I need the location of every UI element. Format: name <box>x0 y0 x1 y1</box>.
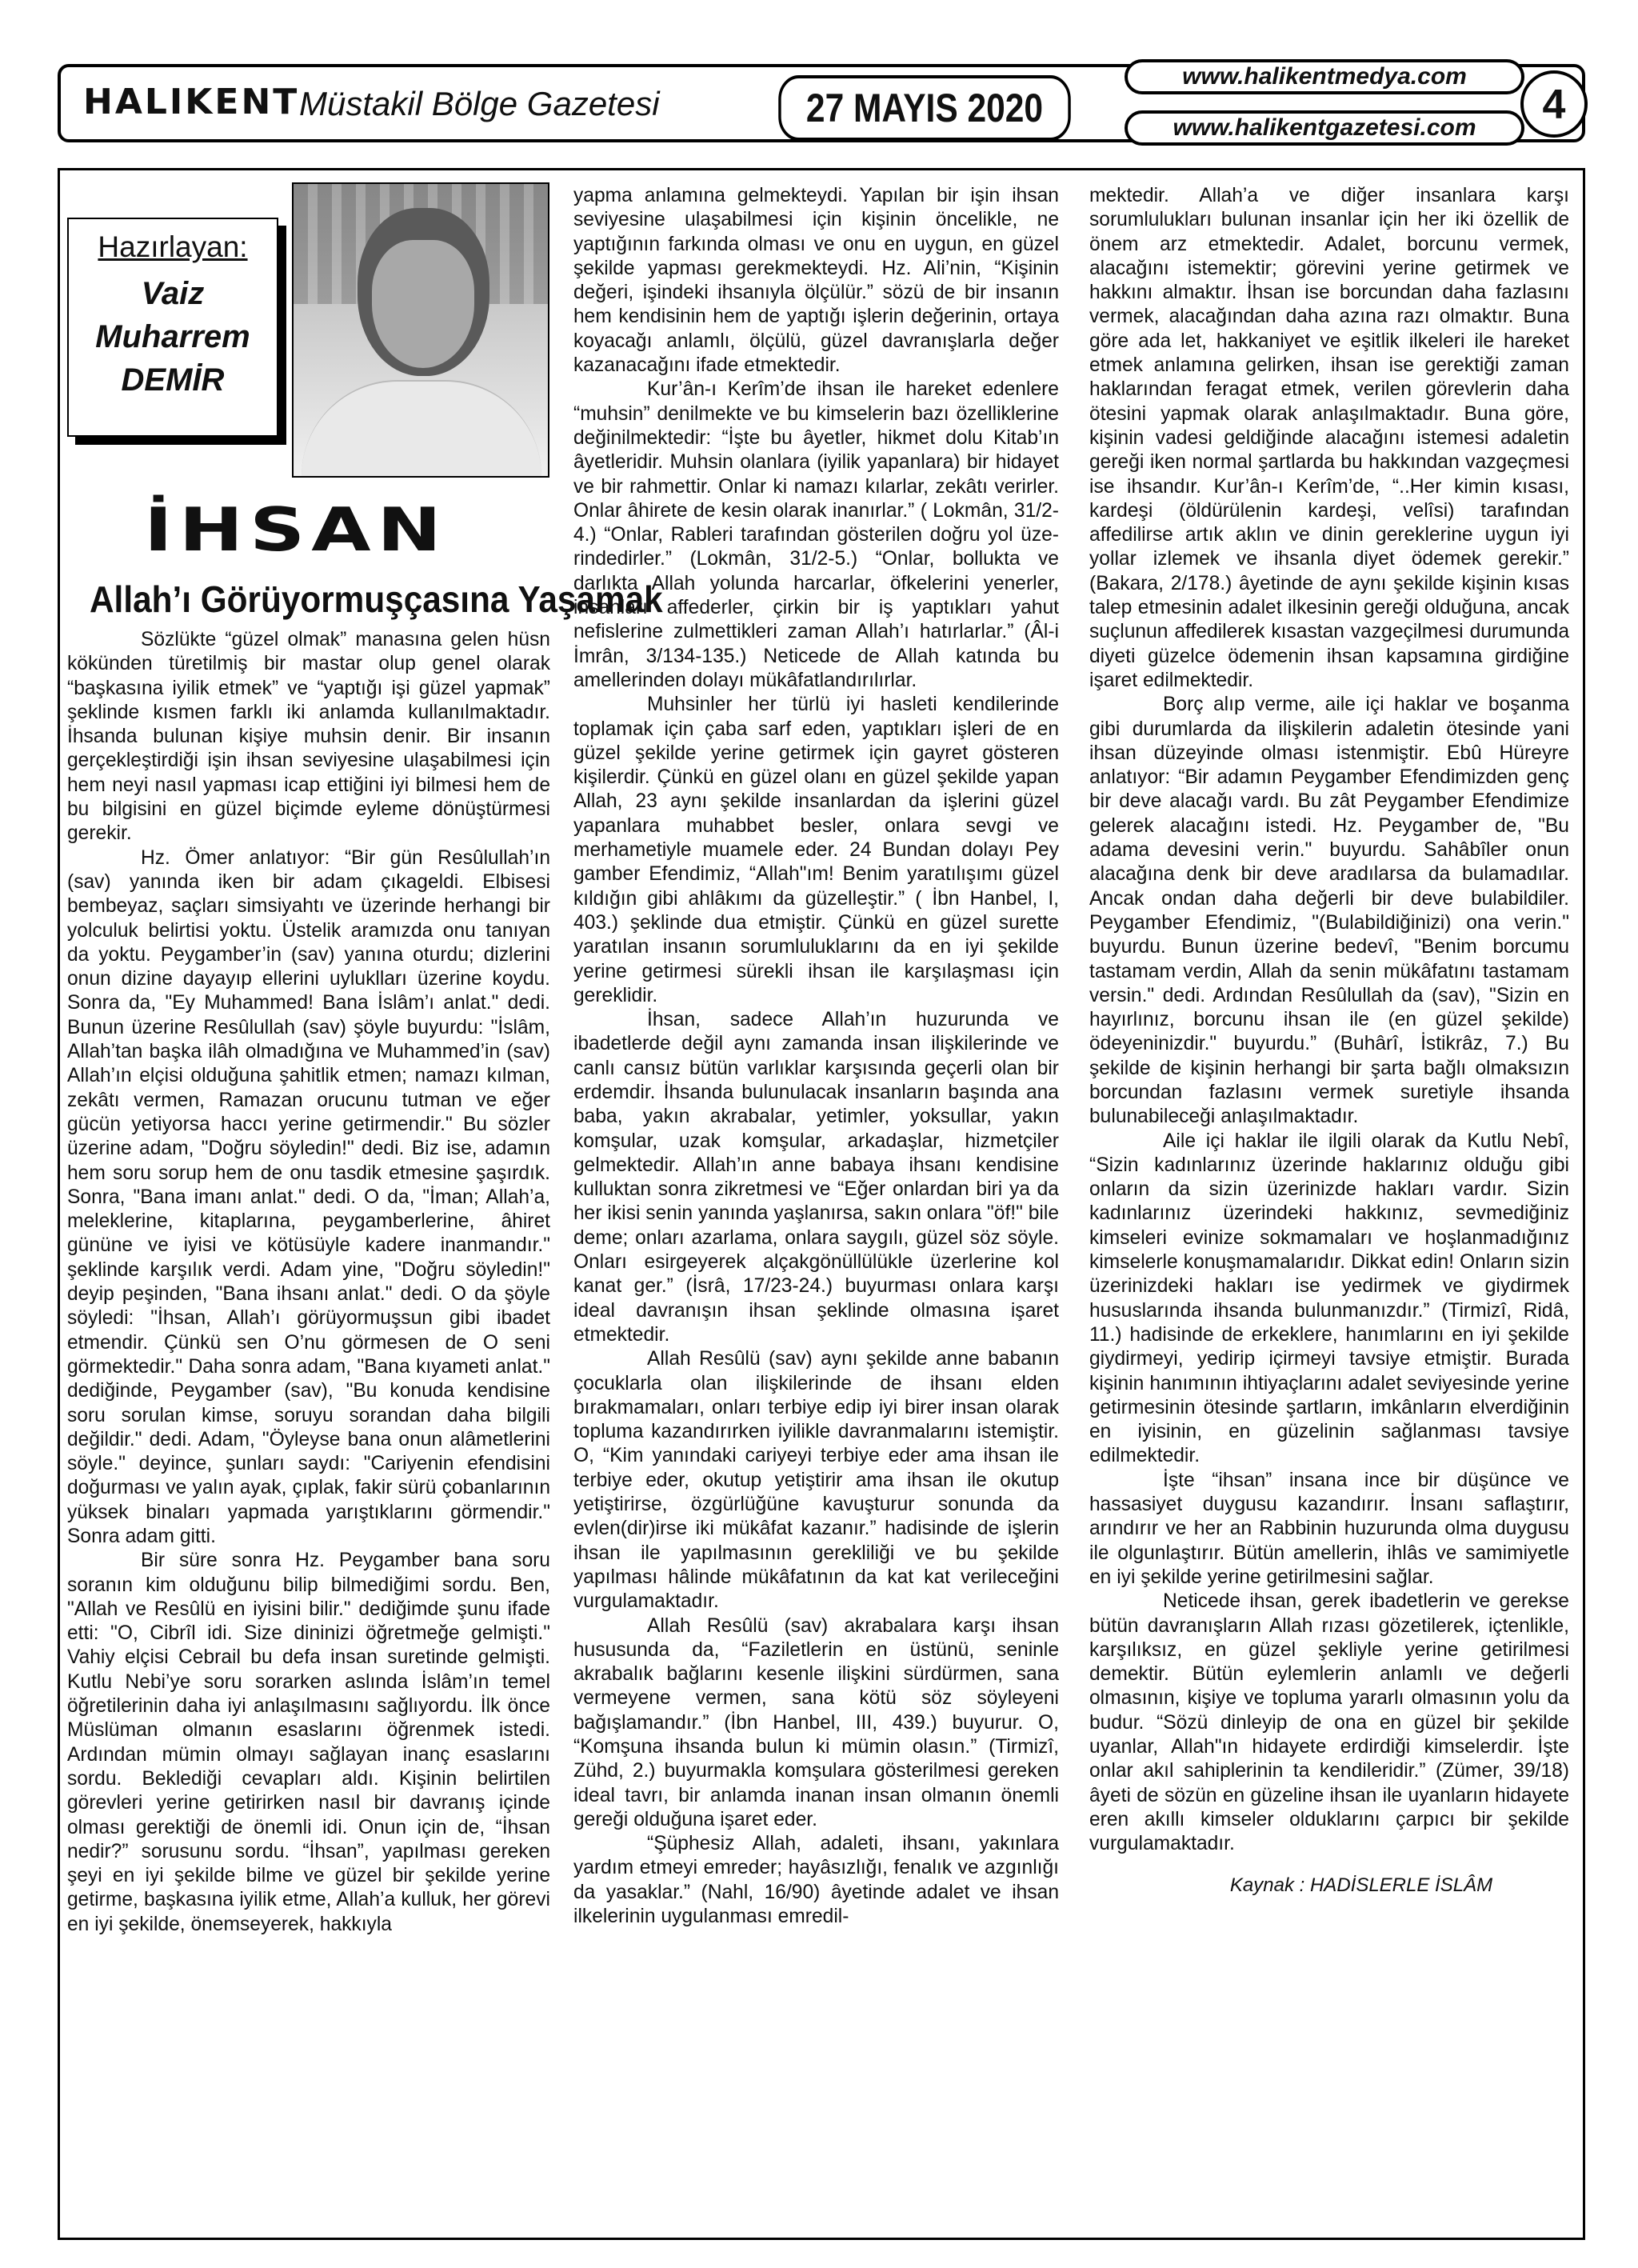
article-column-1 <box>67 628 550 1937</box>
paragraph: İhsan, sadece Allah’ın huzurunda ve ibadetlerde değil aynı zamanda insan ilişkilerinde ve canlı cansız bütün varlıklar karşısında geçerli olan bir erdemdir. İhsanda bulunulacak insanların başında ana baba, yakın akrabalar, yetimler, yoksullar, yakın komşular, uzak komşular, arkadaşlar, hizmetçiler gelmektedir. Allah’ın anne babaya ihsanı kendisine kulluktan sonra zikretmesi ve “Eğer onlardan biri ya da her ikisi senin yanında yaşlanırsa, sakın onlara "öf!" bile deme; onları azarlama, onlara saygılı, güzel söz söyle. Onları esirgeyerek alçakgönüllülükle üzerlerine kol kanat ger.” (İsrâ, 17/23-24.) buyurması onlara karşı ideal davranışın ihsan şeklinde olmasına işaret etmektedir. <box>573 1009 1059 1346</box>
paragraph: Borç alıp verme, aile içi haklar ve boşanma gibi durumlarda da ilişkilerin adaletin ötesinde yani ihsan düzeyinde olması istenmiştir. Ebû Hüreyre anlatıyor: “Bir adamın Peygamber Efendimizden genç bir deve alacağı vardı. Bu zât Peygamber Efendimize gelerek alacağını istedi. Hz. Peygamber de, "Bu adama devesini verin." buyurdu. Sahâbîler onun alacağına denk bir deve aradılarsa da bulamadılar. Ancak ondan daha değerli bir deve bulabildiler. Peygamber Efendimiz, "(Bulabildiğinizi) ona verin." buyurdu. Bunun üzerine bedevî, "Benim borcumu tastamam verdin, Allah da senin mükâfatını tastamam versin." dedi. Ardından Resûlullah da (sav), "Sizin en hayırlınız, borcunu ihsan ile (en güzel şekilde) ödeyeninizdir." buyurdu.” (Buhârî, İstikrâz, 7.) Bu şekilde de kişinin herhangi bir şarta bağlı olmaksızın borcundan fazlasını vermek suretiyle ihsanda bulunabileceği anlaşılmaktadır. <box>1089 694 1569 1128</box>
paragraph: Allah Resûlü (sav) aynı şekilde anne babanın çocuklarla olan ilişkilerinde de ihsanı elden bırakmamaları, onları terbiye edip iyi birer insan olarak topluma kazandırırken iyilikle davranmalarını istemiştir. O, “Kim yanındaki cariyeyi terbiye eder ama ihsan ile terbiye eder, okutup yetiştirir ama ihsan ile okutup yetiştirirse, özgürlüğüne kavuşturur sonunda da evlen(dir)irse iki mükâfat kazanır.” hadisinde de işlerin ihsan ile yapılmasının gerekliliği ve bu şekilde yapılması hâlinde mükâfatının da kat kat verileceğini vurgulamaktadır. <box>573 1348 1059 1613</box>
newspaper-subtitle: Müstakil Bölge Gazetesi <box>299 85 660 122</box>
page-number: 4 <box>1520 70 1588 138</box>
paragraph: “Şüphesiz Allah, adaleti, ihsanı, yakınlara yardım etmeyi emreder; hayâsızlığı, fenalık ve azgınlığı da yasaklar.” (Nahl, 16/90) âyetinde adalet ve ihsan ilkelerinin uygulanması emredil- <box>573 1833 1059 1928</box>
paragraph: Bir süre sonra Hz. Peygamber bana soru soranın kim olduğunu bilip bilmediğimi sordu. Ben, "Allah ve Resûlü en iyisini bilir." dediğimde şunu ifade etti: "O, Cibrîl idi. Size dininizi öğretmeğe gelmişti." Vahiy elçisi Cebrail bu defa insan suretinde gelmişti. Kutlu Nebi’ye soru sorarken aslında İslâm’ın temel öğretilerinin daha iyi anlaşılmasını sağlıyordu. İlk önce Müslüman olmanın esaslarını öğrenmek istedi. Ardından mümin olmayı sağlayan inanç esaslarını sordu. Beklediği cevapları aldı. Kişinin belirtilen görevleri yerine getirirken nasıl bir davranış içinde olması gerektiği de önemli idi. Onun için de, “İhsan nedir?” sorusunu sordu. “İhsan”, yapılması gereken şeyi en iyi şekilde bilme ve güzel bir şekilde yerine getirme, başkasına iyilik etme, Allah’a kulluk, her görevi en iyi şekilde, önemseyerek, hakkıyla <box>67 1550 550 1935</box>
photo-face <box>372 240 474 368</box>
paragraph: Neticede ihsan, gerek ibadetlerin ve gerekse bütün davranışların Allah rızası gözetilerek, içtenlikle, karşılıksız, en güzel şekliyle yerine getirilmesi demektir. Bütün eylemlerin anlamlı ve değerli olmasının, kişiye ve topluma yararlı olmasının yolu da budur. “Sözü dinleyip de ona en güzel bir şekilde uyanlar, Allah"ın hidayete erdirdiği kimselerdir. İşte onlar akıl sahiplerinin ta kendileridir.” (Zümer, 39/18) âyeti de sözün en güzeline ihsan ile uyanların hidayete eren akıllı kimseler olduklarını çarpıcı bir şekilde vurgulamaktadır. <box>1089 1590 1569 1855</box>
author-last-name: DEMİR <box>121 362 225 398</box>
article-subheading: Allah’ı Görüyormuşçasına Yaşamak <box>90 578 663 620</box>
paragraph: yapma anlamına gelmekteydi. Yapılan bir işin ihsan seviyesine ulaşabilmesi için kişinin öncelikle, ne yaptığının farkında olması ve onu en uygun, en güzel şekilde yapması gerekmekteydi. Hz. Ali’nin, “Kişinin değeri, işindeki ihsanıyla ölçülür.” sözü de bir insanın hem kendisinin hem de yaptığı işlerin değerinin, ortaya koyacağı anlamlı, ölçülü, güzel davranışlarla değer kazanacağını ifade etmektedir. <box>573 185 1059 377</box>
author-title: Vaiz <box>141 276 205 311</box>
issue-date: 27 MAYIS 2020 <box>778 75 1071 141</box>
paragraph: Allah Resûlü (sav) akrabalara karşı ihsan hususunda da, “Faziletlerin en üstünü, seninle akrabalık bağlarını kesenle ilişkini sürdürmen, sana vermeyene vermen, sana kötü söz söyleyeni bağışlamandır.” (İbn Hanbel, III, 439.) buyurur. O, “Komşuna ihsanda bulun ki mümin olasın.” (Tirmizî, Zühd, 2.) buyurmakla komşulara gösterilmesi gereken ideal tavrı, bir anlamda inanan insan olmanın önemli gereği olduğuna işaret eder. <box>573 1614 1059 1830</box>
article-title: İHSAN <box>144 494 448 566</box>
author-label: Hazırlayan: <box>98 230 248 263</box>
article-source: Kaynak : HADİSLERLE İSLÂM <box>1229 1874 1493 1897</box>
masthead <box>58 64 1585 142</box>
photo-shirt <box>302 380 541 478</box>
paragraph: Aile içi haklar ile ilgili olarak da Kutlu Nebî, “Sizin kadınlarınız üzerinde haklarınız olduğu gibi onların da sizin üzerinizde hakları vardır. Sizin kadınlarınız üzerindeki hakkınız, sevmediğiniz kimseleri evinize sokmamaları ve hoşlanmadığınız kimselerle konuşmamalarıdır. Dikkat edin! Onların sizin üzerinizdeki hakları ise yedirmek ve giydirmek hususlarında ihsanda bulunmanızdır.” (Tirmizî, Ridâ, 11.) hadisinde de erkeklere, hanımlarını en iyi şekilde giydirmeyi, yedirip içirmeyi tavsiye etmiştir. Burada kişinin hanımının ihtiyaçlarını adalet seviyesinde yerine getirmesinin ötesinde şartların, imkânların elverdiğinin en iyisinin, en güzelinin sağlanması tavsiye edilmektedir. <box>1089 1130 1569 1467</box>
author-box <box>67 218 278 437</box>
author-name <box>69 272 277 402</box>
paragraph: mektedir. Allah’a ve diğer insanlara karşı sorumlulukları bulunan insanlar için her iki özellik de önem arz etmektedir. Adalet, borcunu vermek, alacağını istemektir; görevini yerine getirmek ve hakkını almaktır. İhsan ise borcundan daha fazlasını vermek, alacağından daha azına razı olmaktır. Buna göre ada let, hakkaniyet ve eşitlik ilkeleri ile hareket etmek anlamına gelirken, ihsan ise gerektiği zaman haklarından feragat etmek, verilen görevlerin daha ötesini yapmak olarak anlaşılmaktadır. Buna göre, kişinin vadesi geldiğinde alacağını istemesi adaletin gereği iken normal şartlarda bu hakkından vazgeçmesi ise ihsandır. Kur’ân-ı Kerîm’de, “..Her kimin kısası, kardeşi (öldürülenin kardeşi, velîsi) tarafından affedilirse artık aklın ve dinin gereklerine uygun iyi yollar izlemek ve ihsanla diyet ödemek gerekir.” (Bakara, 2/178.) âyetinde de aynı şekilde kişinin kısas talep etmesinin adalet ilkesinin gereği olduğuna, ancak suçlunun affedilerek kısastan vazgeçilmesi durumunda diyeti güzelce ödemenin ihsan kapsamına girdiğine işaret edilmektedir. <box>1089 185 1569 691</box>
paragraph: Muhsinler her türlü iyi hasleti kendilerinde toplamak için çaba sarf eden, yaptıkları işleri de en güzel şekilde yerine getirmek için gayret gösteren kişilerdir. Çünkü en güzel olanı en güzel şekilde yapan Allah, 23 aynı şekilde insanlardan da işlerini güzel yapanlara muhabbet besler, onlara sevgi ve merhametiyle muamele eder. 24 Bundan dolayı Pey gamber Efendimiz, “Allah"ım! Benim yaratılışımı güzel kıldığın gibi ahlâkımı da güzelleştir.” ( İbn Hanbel, I, 403.) şeklinde dua etmiştir. Çünkü en güzel surette yaratılan insanın sorumluluklarını da en iyi şekilde yerine getirmesi sürekli ihsan ile karşılaşması için gereklidir. <box>573 694 1059 1006</box>
paragraph: İşte “ihsan” insana ince bir düşünce ve hassasiyet duygusu kazandırır. İnsanı saflaştırır, arındırır ve her an Rabbinin huzurunda olma duygusu ile olgunlaştırır. Bütün amellerin, ihlâs ve samimiyetle en iyi şekilde yerine getirilmesini sağlar. <box>1089 1469 1569 1588</box>
author-photo <box>292 182 549 478</box>
paragraph: Sözlükte “güzel olmak” manasına gelen hüsn kökünden türetilmiş bir mastar olup genel olarak “başkasına iyilik etmek” ve “yaptığı işi güzel yapmak” şeklinde kısmen farklı iki anlamda kullanılmaktadır. İhsanda bulunan kişiye muhsin denir. Bir insanın gerçekleştirdiği işin ihsan seviyesine ulaşabilmesi için hem neyi nasıl yapması icap ettiğini iyi bilmesi hem de bu bilgisini en güzel biçimde eyleme dönüştürmesi gerekir. <box>67 629 550 845</box>
author-first-name: Muharrem <box>95 319 250 354</box>
paragraph: Hz. Ömer anlatıyor: “Bir gün Resûlullah’ın (sav) yanında iken bir adam çıkageldi. Elbisesi bembeyaz, saçları simsiyahtı ve üzerinde herhangi bir yolculuk belirtisi yoktu. Üstelik aramızda onu tanıyan da yoktu. Peygamber’in (sav) yanına oturdu; dizlerini onun dizine dayayıp ellerini uyluklları üzerine koydu. Sonra da, "Ey Muhammed! Bana İslâm’ı anlat." dedi. Bunun üzerine Resûlullah (sav) şöyle buyurdu: "İslâm, Allah’tan başka ilâh olmadığına ve Muhammed’in (sav) Allah’ın elçisi olduğuna şahitlik etmen; namazı kılman, zekâtı vermen, Ramazan orucunu tutman ve eğer gücün yetiyorsa haccı yerine getirmendir." Bu sözler üzerine adam, "Doğru söyledin!" dedi. Biz ise, adamın hem soru sorup hem de onu tasdik etmesine şaşırdık. Sonra, "Bana imanı anlat." dedi. O da, "İman; Allah’a, meleklerine, kitaplarına, peygamberlerine, âhiret gününe ve iyisi ve kötüsüyle kadere inanmandır." şeklinde karşılık verdi. Adam yine, "Doğru söyledin!" deyip peşinden, "Bana ihsanı anlat." dedi. O da şöyle söyledi: "İhsan, Allah’ı görüyormuşsun gibi ibadet etmendir. Çünkü sen O’nu görmesen de O seni görmektedir." Daha sonra adam, "Bana kıyameti anlat." dediğinde, Peygamber (sav), "Bu konuda kendisine soru sorulan kimse, soruyu sorandan daha bilgili değildir." dedi. Adam, "Öyleyse bana onun alâmetlerini söyle." deyince, şunları saydı: "Cariyenin efendisini doğurması ve yalın ayak, çıplak, fakir sürü çobanlarının yüksek binaları yapmada yarıştıklarını görmendir." Sonra adam gitti. <box>67 846 550 1547</box>
article-column-3 <box>1089 184 1569 1898</box>
website-link-media[interactable]: www.halikentmedya.com <box>1125 59 1524 94</box>
paragraph: Kur’ân-ı Kerîm’de ihsan ile hareket edenlere “muhsin” denilmekte ve bu kimselerin bazı özelliklerine değinilmektedir: “İşte bu âyetler, hikmet dolu Kitab’ın âyetleridir. Muhsin olanlara (iyilik yapanlara) bir hidayet ve bir rahmettir. Onlar ki namazı kılarlar, zekâtı verirler. Onlar âhirete de kesin olarak inanırlar.” ( Lokmân, 31/2-4.) “Onlar, Rableri tarafından gösterilen doğru yol üze-rindedirler.” (Lokmân, 31/2-5.) “Onlar, bollukta ve darlıkta Allah yolunda harcarlar, öfkelerini yenerler, insanları affederler, çirkin bir iş yaptıkları yahut nefislerine zulmettikleri zaman Allah’ı hatırlarlar.” (Âl-i İmrân, 3/134-135.) Neticede de Allah katında bu amellerinden dolayı mükâfatlandırılırlar. <box>573 378 1059 691</box>
website-link-newspaper[interactable]: www.halikentgazetesi.com <box>1125 110 1524 146</box>
newspaper-brand: HALIKENT <box>83 82 300 122</box>
article-column-2 <box>573 184 1059 1929</box>
